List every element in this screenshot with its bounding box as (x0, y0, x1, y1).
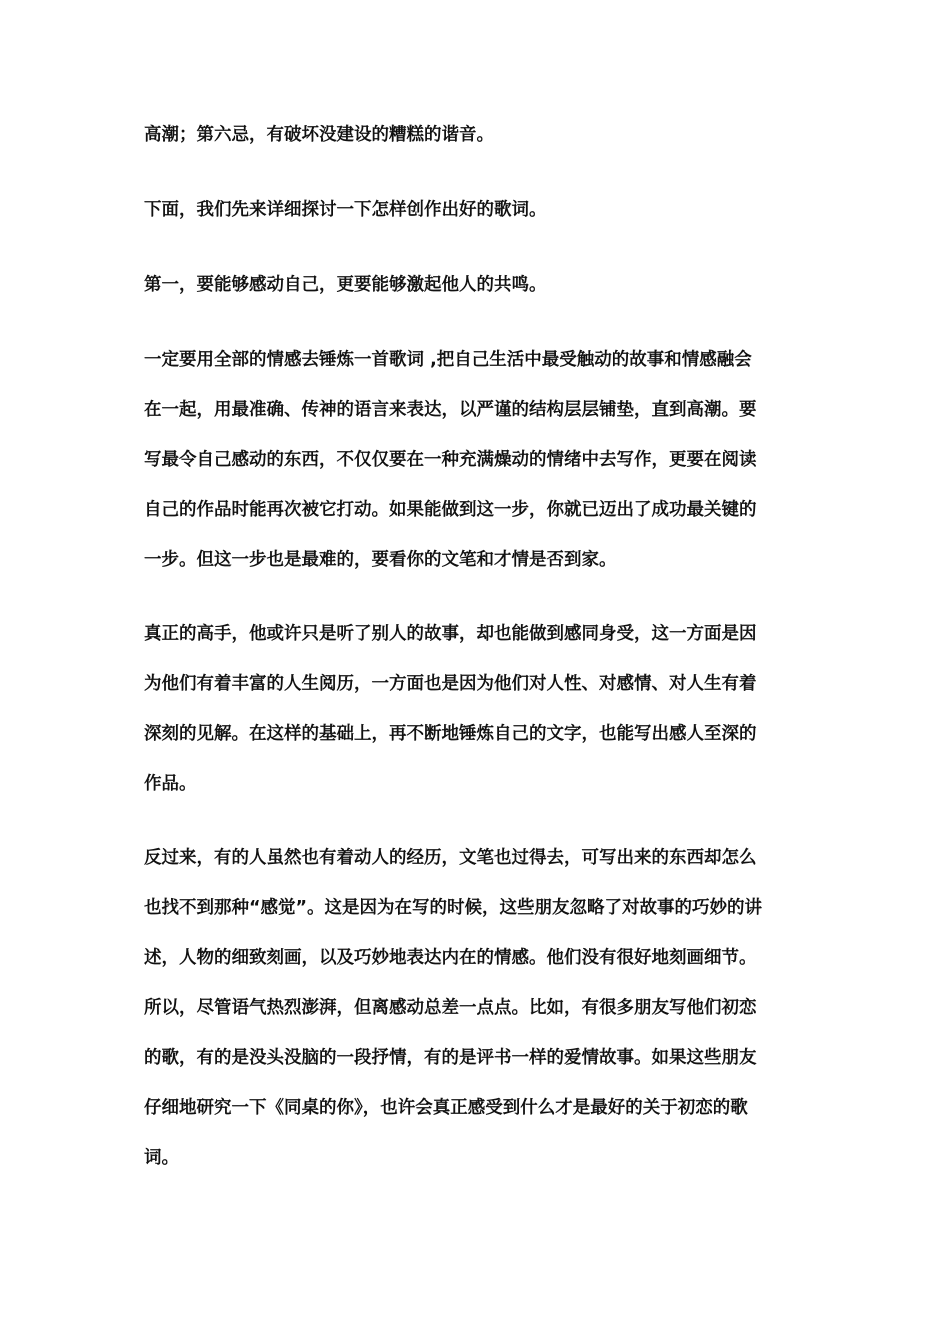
text-line: 自己的作品时能再次被它打动。如果能做到这一步，你就已迈出了成功最关键的 (144, 500, 757, 520)
paragraph-2 (144, 185, 808, 235)
text-line: 也找不到那种“感觉”。这是因为在写的时候，这些朋友忽略了对故事的巧妙的讲 (144, 898, 763, 918)
text-line: 的歌，有的是没头没脑的一段抒情，有的是评书一样的爱情故事。如果这些朋友 (144, 1048, 757, 1068)
text-line: 深刻的见解。在这样的基础上，再不断地锤炼自己的文字，也能写出感人至深的 (144, 724, 757, 744)
paragraph-6 (144, 833, 808, 1183)
text-line: 述，人物的细致刻画，以及巧妙地表达内在的情感。他们没有很好地刻画细节。 (144, 948, 757, 968)
paragraph-5 (144, 609, 808, 809)
paragraph-3 (144, 260, 808, 310)
text-line: 下面，我们先来详细探讨一下怎样创作出好的歌词。 (144, 200, 547, 220)
text-line: 真正的高手，他或许只是听了别人的故事，却也能做到感同身受，这一方面是因 (144, 624, 757, 644)
text-line: 在一起，用最准确、传神的语言来表达，以严谨的结构层层铺垫，直到高潮。要 (144, 400, 757, 420)
text-line: 写最令自己感动的东西，不仅仅要在一种充满燥动的情绪中去写作，更要在阅读 (144, 450, 757, 470)
text-line: 反过来，有的人虽然也有着动人的经历，文笔也过得去，可写出来的东西却怎么 (144, 848, 757, 868)
text-line: 作品。 (144, 774, 197, 794)
text-line: 高潮；第六忌，有破坏没建设的糟糕的谐音。 (144, 125, 494, 145)
text-line: 一步。但这一步也是最难的，要看你的文笔和才情是否到家。 (144, 550, 617, 570)
text-line: 词。 (144, 1148, 179, 1168)
text-line: 为他们有着丰富的人生阅历，一方面也是因为他们对人性、对感情、对人生有着 (144, 674, 757, 694)
text-line: 仔细地研究一下《同桌的你》，也许会真正感受到什么才是最好的关于初恋的歌 (144, 1098, 748, 1118)
text-line: 第一，要能够感动自己，更要能够激起他人的共鸣。 (144, 275, 547, 295)
text-line: 所以，尽管语气热烈澎湃，但离感动总差一点点。比如，有很多朋友写他们初恋 (144, 998, 757, 1018)
paragraph-4 (144, 335, 808, 585)
text-line: 一定要用全部的情感去锤炼一首歌词 ,把自己生活中最受触动的故事和情感融会 (144, 350, 752, 370)
paragraph-1 (144, 110, 808, 160)
